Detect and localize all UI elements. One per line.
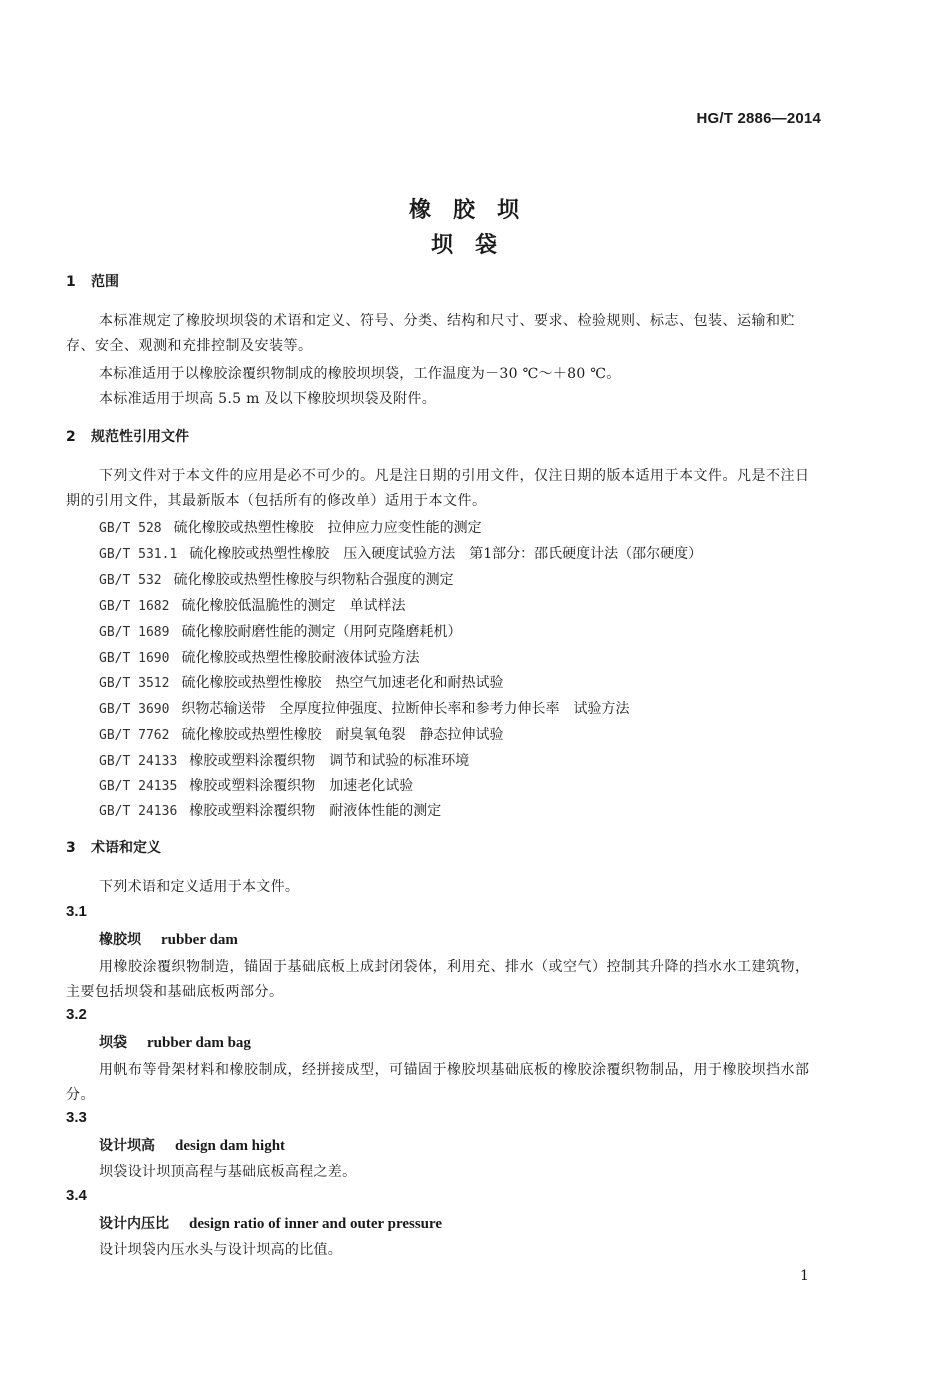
section-2-heading	[66, 426, 189, 446]
reference-title: 橡胶或塑料涂覆织物 调节和试验的标准环境	[189, 753, 470, 769]
section-1-heading	[66, 271, 119, 291]
reference-title: 硫化橡胶或热塑性橡胶 压入硬度试验方法 第1部分：邵氏硬度计法（邵尔硬度）	[189, 546, 703, 562]
standard-number: HG/T 2886—2014	[696, 110, 821, 127]
reference-item	[99, 800, 441, 820]
term-en: design dam hight	[175, 1138, 286, 1154]
section-1-paragraph-3: 本标准适用于坝高 5.5 m 及以下橡胶坝坝袋及附件。	[99, 391, 436, 407]
reference-item	[99, 698, 629, 718]
reference-title: 硫化橡胶或热塑性橡胶 拉伸应力应变性能的测定	[173, 520, 482, 536]
section-number: 3	[66, 840, 76, 856]
reference-code: GB/T 24136	[99, 804, 178, 819]
reference-code: GB/T 1690	[99, 651, 170, 666]
section-number: 1	[66, 274, 76, 290]
reference-item	[99, 724, 503, 744]
section-2-intro: 下列文件对于本文件的应用是必不可少的。凡是注日期的引用文件，仅注日期的版本适用于本文件。凡是不注日期的引用文件，其最新版本（包括所有的修改单）适用于本文件。	[66, 468, 810, 509]
document-title: 橡胶坝	[408, 198, 541, 223]
term-definition: 用橡胶涂覆织物制造，锚固于基础底板上成封闭袋体，利用充、排水（或空气）控制其升降的挡水水工建筑物，主要包括坝袋和基础底板两部分。	[66, 959, 810, 1000]
term-zh: 橡胶坝	[99, 932, 141, 948]
term-number: 3.1	[66, 903, 87, 920]
term-entry	[99, 1213, 442, 1233]
reference-title: 硫化橡胶耐磨性能的测定（用阿克隆磨耗机）	[181, 624, 462, 640]
term-en: rubber dam bag	[147, 1035, 251, 1051]
document-subtitle: 坝袋	[430, 233, 519, 258]
section-3-heading	[66, 837, 161, 857]
reference-code: GB/T 528	[99, 521, 162, 536]
reference-title: 橡胶或塑料涂覆织物 加速老化试验	[189, 778, 414, 794]
term-zh: 坝袋	[99, 1035, 127, 1051]
term-number: 3.2	[66, 1006, 87, 1023]
reference-title: 硫化橡胶或热塑性橡胶耐液体试验方法	[181, 650, 420, 666]
term-definition: 设计坝袋内压水头与设计坝高的比值。	[99, 1242, 343, 1258]
section-title: 范围	[91, 274, 119, 290]
reference-item	[99, 569, 454, 589]
reference-code: GB/T 1689	[99, 625, 170, 640]
reference-item	[99, 647, 419, 667]
term-entry	[99, 929, 238, 949]
section-3-intro: 下列术语和定义适用于本文件。	[99, 879, 300, 895]
term-entry	[99, 1135, 285, 1155]
section-number: 2	[66, 429, 76, 445]
reference-code: GB/T 1682	[99, 599, 170, 614]
reference-item	[99, 517, 482, 537]
reference-code: GB/T 7762	[99, 728, 170, 743]
reference-item	[99, 750, 469, 770]
reference-item	[99, 543, 702, 563]
reference-item	[99, 672, 503, 692]
reference-title: 硫化橡胶或热塑性橡胶与织物粘合强度的测定	[173, 572, 454, 588]
term-number: 3.3	[66, 1109, 87, 1126]
reference-item	[99, 621, 461, 641]
term-en: rubber dam	[161, 932, 238, 948]
reference-title: 硫化橡胶低温脆性的测定 单试样法	[181, 598, 406, 614]
reference-title: 织物芯输送带 全厚度拉伸强度、拉断伸长率和参考力伸长率 试验方法	[181, 701, 630, 717]
section-1-paragraph-2: 本标准适用于以橡胶涂覆织物制成的橡胶坝坝袋，工作温度为－30 ℃～＋80 ℃。	[99, 366, 621, 382]
reference-title: 硫化橡胶或热塑性橡胶 热空气加速老化和耐热试验	[181, 675, 504, 691]
term-zh: 设计内压比	[99, 1216, 169, 1232]
term-entry	[99, 1032, 251, 1052]
reference-code: GB/T 531.1	[99, 547, 178, 562]
section-title: 术语和定义	[91, 840, 161, 856]
reference-item	[99, 595, 405, 615]
term-en: design ratio of inner and outer pressure	[189, 1216, 443, 1232]
reference-title: 橡胶或塑料涂覆织物 耐液体性能的测定	[189, 803, 442, 819]
term-number: 3.4	[66, 1187, 87, 1204]
section-1-paragraph-1: 本标准规定了橡胶坝坝袋的术语和定义、符号、分类、结构和尺寸、要求、检验规则、标志、包装、运输和贮存、安全、观测和充排控制及安装等。	[66, 313, 795, 354]
reference-code: GB/T 532	[99, 573, 162, 588]
reference-code: GB/T 24133	[99, 754, 178, 769]
section-title: 规范性引用文件	[91, 429, 189, 445]
reference-code: GB/T 24135	[99, 779, 178, 794]
reference-item	[99, 775, 413, 795]
reference-code: GB/T 3512	[99, 676, 170, 691]
reference-code: GB/T 3690	[99, 702, 170, 717]
term-zh: 设计坝高	[99, 1138, 155, 1154]
page-number: 1	[800, 1268, 809, 1284]
term-definition: 坝袋设计坝顶高程与基础底板高程之差。	[99, 1164, 357, 1180]
term-definition: 用帆布等骨架材料和橡胶制成，经拼接成型，可锚固于橡胶坝基础底板的橡胶涂覆织物制品，用于橡胶坝挡水部分。	[66, 1062, 810, 1103]
reference-title: 硫化橡胶或热塑性橡胶 耐臭氧龟裂 静态拉伸试验	[181, 727, 504, 743]
